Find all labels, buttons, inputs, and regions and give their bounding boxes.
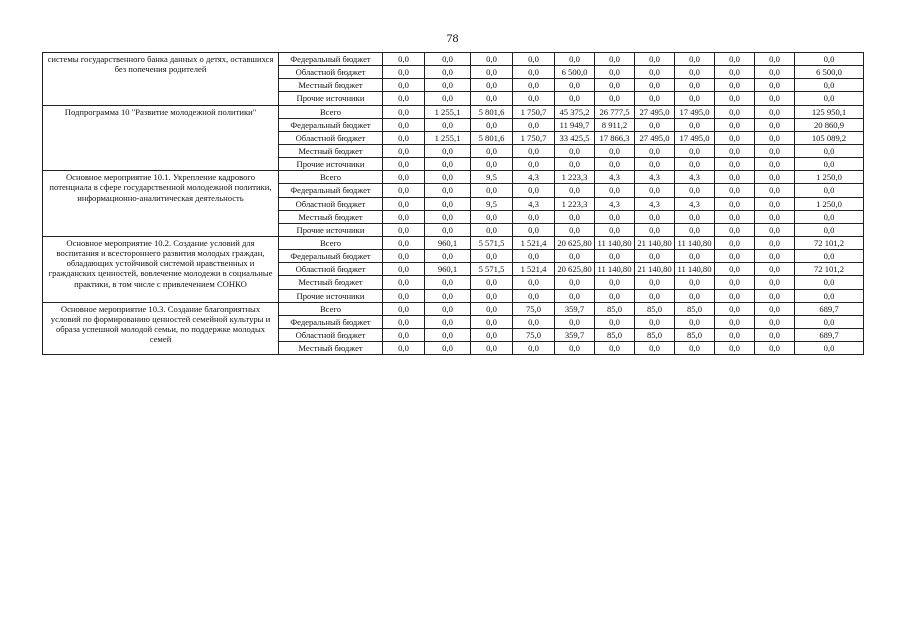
amount-cell: 0,0 bbox=[755, 171, 795, 184]
amount-cell: 0,0 bbox=[715, 92, 755, 105]
amount-cell: 0,0 bbox=[755, 289, 795, 302]
amount-cell: 0,0 bbox=[795, 289, 864, 302]
amount-cell: 0,0 bbox=[513, 53, 555, 66]
amount-cell: 0,0 bbox=[555, 276, 595, 289]
amount-cell: 0,0 bbox=[715, 342, 755, 355]
amount-cell: 1 750,7 bbox=[513, 105, 555, 118]
amount-cell: 4,3 bbox=[595, 197, 635, 210]
amount-cell: 0,0 bbox=[383, 197, 425, 210]
amount-cell: 0,0 bbox=[715, 328, 755, 341]
amount-cell: 0,0 bbox=[715, 276, 755, 289]
amount-cell: 0,0 bbox=[715, 66, 755, 79]
amount-cell: 0,0 bbox=[715, 171, 755, 184]
amount-cell: 72 101,2 bbox=[795, 236, 864, 249]
amount-cell: 0,0 bbox=[675, 158, 715, 171]
amount-cell: 0,0 bbox=[635, 210, 675, 223]
amount-cell: 0,0 bbox=[635, 223, 675, 236]
amount-cell: 1 223,3 bbox=[555, 197, 595, 210]
amount-cell: 0,0 bbox=[425, 184, 471, 197]
funding-source-cell: Федеральный бюджет bbox=[279, 53, 383, 66]
amount-cell: 0,0 bbox=[471, 158, 513, 171]
amount-cell: 0,0 bbox=[795, 144, 864, 157]
amount-cell: 0,0 bbox=[675, 53, 715, 66]
amount-cell: 0,0 bbox=[755, 92, 795, 105]
amount-cell: 0,0 bbox=[715, 223, 755, 236]
amount-cell: 0,0 bbox=[383, 53, 425, 66]
amount-cell: 0,0 bbox=[471, 250, 513, 263]
amount-cell: 0,0 bbox=[425, 92, 471, 105]
amount-cell: 0,0 bbox=[595, 53, 635, 66]
table-row bbox=[43, 53, 864, 66]
funding-source-cell: Местный бюджет bbox=[279, 79, 383, 92]
funding-source-cell: Областной бюджет bbox=[279, 131, 383, 144]
amount-cell: 0,0 bbox=[755, 263, 795, 276]
amount-cell: 0,0 bbox=[425, 118, 471, 131]
amount-cell: 1 521,4 bbox=[513, 236, 555, 249]
amount-cell: 45 375,2 bbox=[555, 105, 595, 118]
amount-cell: 0,0 bbox=[425, 210, 471, 223]
amount-cell: 0,0 bbox=[425, 144, 471, 157]
amount-cell: 0,0 bbox=[635, 79, 675, 92]
amount-cell: 1 255,1 bbox=[425, 131, 471, 144]
amount-cell: 0,0 bbox=[513, 276, 555, 289]
amount-cell: 0,0 bbox=[383, 171, 425, 184]
funding-source-cell: Областной бюджет bbox=[279, 328, 383, 341]
funding-source-cell: Федеральный бюджет bbox=[279, 118, 383, 131]
amount-cell: 0,0 bbox=[555, 210, 595, 223]
amount-cell: 125 950,1 bbox=[795, 105, 864, 118]
amount-cell: 0,0 bbox=[595, 276, 635, 289]
amount-cell: 5 571,5 bbox=[471, 236, 513, 249]
amount-cell: 0,0 bbox=[635, 118, 675, 131]
amount-cell: 85,0 bbox=[635, 302, 675, 315]
table-row bbox=[43, 105, 864, 118]
amount-cell: 0,0 bbox=[795, 210, 864, 223]
amount-cell: 0,0 bbox=[555, 184, 595, 197]
amount-cell: 0,0 bbox=[513, 315, 555, 328]
amount-cell: 0,0 bbox=[513, 250, 555, 263]
amount-cell: 0,0 bbox=[715, 250, 755, 263]
amount-cell: 72 101,2 bbox=[795, 263, 864, 276]
amount-cell: 20 625,80 bbox=[555, 236, 595, 249]
funding-source-cell: Федеральный бюджет bbox=[279, 250, 383, 263]
amount-cell: 0,0 bbox=[555, 223, 595, 236]
amount-cell: 0,0 bbox=[755, 131, 795, 144]
amount-cell: 11 949,7 bbox=[555, 118, 595, 131]
amount-cell: 0,0 bbox=[675, 210, 715, 223]
amount-cell: 0,0 bbox=[795, 92, 864, 105]
amount-cell: 85,0 bbox=[675, 328, 715, 341]
amount-cell: 0,0 bbox=[595, 92, 635, 105]
amount-cell: 0,0 bbox=[383, 210, 425, 223]
amount-cell: 0,0 bbox=[425, 342, 471, 355]
amount-cell: 0,0 bbox=[513, 92, 555, 105]
amount-cell: 0,0 bbox=[555, 342, 595, 355]
amount-cell: 105 089,2 bbox=[795, 131, 864, 144]
amount-cell: 0,0 bbox=[595, 144, 635, 157]
amount-cell: 0,0 bbox=[383, 158, 425, 171]
amount-cell: 0,0 bbox=[555, 144, 595, 157]
amount-cell: 0,0 bbox=[555, 289, 595, 302]
amount-cell: 0,0 bbox=[383, 263, 425, 276]
amount-cell: 0,0 bbox=[383, 66, 425, 79]
amount-cell: 21 140,80 bbox=[635, 263, 675, 276]
amount-cell: 0,0 bbox=[425, 250, 471, 263]
amount-cell: 0,0 bbox=[513, 289, 555, 302]
amount-cell: 0,0 bbox=[383, 276, 425, 289]
amount-cell: 0,0 bbox=[383, 223, 425, 236]
amount-cell: 0,0 bbox=[383, 118, 425, 131]
amount-cell: 0,0 bbox=[795, 223, 864, 236]
amount-cell: 0,0 bbox=[425, 276, 471, 289]
amount-cell: 4,3 bbox=[635, 171, 675, 184]
amount-cell: 0,0 bbox=[383, 131, 425, 144]
amount-cell: 0,0 bbox=[715, 53, 755, 66]
amount-cell: 0,0 bbox=[755, 328, 795, 341]
amount-cell: 9,5 bbox=[471, 171, 513, 184]
amount-cell: 4,3 bbox=[675, 171, 715, 184]
program-name-cell: Основное мероприятие 10.3. Создание благоприятных условий по формированию ценностей семейной культуры и образа успешной молодой семьи, по поддержке молодых семей bbox=[43, 302, 279, 355]
funding-source-cell: Федеральный бюджет bbox=[279, 184, 383, 197]
amount-cell: 0,0 bbox=[715, 263, 755, 276]
amount-cell: 0,0 bbox=[675, 118, 715, 131]
amount-cell: 0,0 bbox=[555, 315, 595, 328]
amount-cell: 0,0 bbox=[675, 92, 715, 105]
funding-source-cell: Областной бюджет bbox=[279, 263, 383, 276]
amount-cell: 0,0 bbox=[675, 276, 715, 289]
amount-cell: 11 140,80 bbox=[675, 263, 715, 276]
amount-cell: 0,0 bbox=[383, 79, 425, 92]
amount-cell: 0,0 bbox=[795, 53, 864, 66]
amount-cell: 0,0 bbox=[715, 105, 755, 118]
amount-cell: 0,0 bbox=[471, 79, 513, 92]
amount-cell: 0,0 bbox=[715, 131, 755, 144]
amount-cell: 6 500,0 bbox=[795, 66, 864, 79]
amount-cell: 0,0 bbox=[675, 184, 715, 197]
amount-cell: 0,0 bbox=[595, 66, 635, 79]
amount-cell: 0,0 bbox=[715, 197, 755, 210]
amount-cell: 0,0 bbox=[595, 315, 635, 328]
budget-table bbox=[42, 52, 864, 355]
amount-cell: 1 750,7 bbox=[513, 131, 555, 144]
amount-cell: 0,0 bbox=[795, 158, 864, 171]
amount-cell: 0,0 bbox=[675, 144, 715, 157]
amount-cell: 0,0 bbox=[471, 184, 513, 197]
amount-cell: 17 495,0 bbox=[675, 131, 715, 144]
amount-cell: 4,3 bbox=[675, 197, 715, 210]
amount-cell: 0,0 bbox=[595, 223, 635, 236]
amount-cell: 0,0 bbox=[425, 66, 471, 79]
amount-cell: 960,1 bbox=[425, 236, 471, 249]
amount-cell: 0,0 bbox=[795, 79, 864, 92]
amount-cell: 26 777,5 bbox=[595, 105, 635, 118]
amount-cell: 0,0 bbox=[555, 158, 595, 171]
table-row bbox=[43, 302, 864, 315]
program-name-cell: Подпрограмма 10 "Развитие молодежной политики" bbox=[43, 105, 279, 171]
funding-source-cell: Прочие источники bbox=[279, 158, 383, 171]
amount-cell: 0,0 bbox=[795, 250, 864, 263]
amount-cell: 0,0 bbox=[755, 144, 795, 157]
amount-cell: 0,0 bbox=[471, 66, 513, 79]
amount-cell: 0,0 bbox=[383, 342, 425, 355]
amount-cell: 0,0 bbox=[555, 53, 595, 66]
amount-cell: 0,0 bbox=[513, 144, 555, 157]
amount-cell: 0,0 bbox=[425, 315, 471, 328]
amount-cell: 0,0 bbox=[471, 328, 513, 341]
amount-cell: 0,0 bbox=[635, 158, 675, 171]
amount-cell: 85,0 bbox=[595, 302, 635, 315]
amount-cell: 0,0 bbox=[471, 289, 513, 302]
amount-cell: 5 801,6 bbox=[471, 131, 513, 144]
amount-cell: 0,0 bbox=[471, 92, 513, 105]
amount-cell: 17 495,0 bbox=[675, 105, 715, 118]
funding-source-cell: Прочие источники bbox=[279, 223, 383, 236]
amount-cell: 0,0 bbox=[471, 276, 513, 289]
amount-cell: 689,7 bbox=[795, 328, 864, 341]
amount-cell: 960,1 bbox=[425, 263, 471, 276]
amount-cell: 0,0 bbox=[425, 197, 471, 210]
amount-cell: 0,0 bbox=[513, 118, 555, 131]
amount-cell: 0,0 bbox=[383, 289, 425, 302]
amount-cell: 4,3 bbox=[513, 197, 555, 210]
amount-cell: 0,0 bbox=[425, 171, 471, 184]
amount-cell: 0,0 bbox=[635, 53, 675, 66]
amount-cell: 6 500,0 bbox=[555, 66, 595, 79]
amount-cell: 0,0 bbox=[595, 158, 635, 171]
funding-source-cell: Всего bbox=[279, 302, 383, 315]
amount-cell: 0,0 bbox=[513, 223, 555, 236]
amount-cell: 20 625,80 bbox=[555, 263, 595, 276]
amount-cell: 0,0 bbox=[755, 210, 795, 223]
amount-cell: 0,0 bbox=[471, 210, 513, 223]
amount-cell: 0,0 bbox=[555, 79, 595, 92]
amount-cell: 0,0 bbox=[595, 342, 635, 355]
amount-cell: 0,0 bbox=[383, 105, 425, 118]
amount-cell: 0,0 bbox=[383, 250, 425, 263]
amount-cell: 0,0 bbox=[383, 184, 425, 197]
amount-cell: 0,0 bbox=[513, 210, 555, 223]
amount-cell: 0,0 bbox=[383, 315, 425, 328]
amount-cell: 1 521,4 bbox=[513, 263, 555, 276]
amount-cell: 0,0 bbox=[755, 158, 795, 171]
amount-cell: 0,0 bbox=[715, 315, 755, 328]
amount-cell: 0,0 bbox=[675, 289, 715, 302]
amount-cell: 0,0 bbox=[635, 315, 675, 328]
amount-cell: 0,0 bbox=[425, 328, 471, 341]
funding-source-cell: Местный бюджет bbox=[279, 144, 383, 157]
amount-cell: 0,0 bbox=[635, 144, 675, 157]
funding-source-cell: Местный бюджет bbox=[279, 342, 383, 355]
amount-cell: 21 140,80 bbox=[635, 236, 675, 249]
amount-cell: 9,5 bbox=[471, 197, 513, 210]
amount-cell: 0,0 bbox=[425, 158, 471, 171]
amount-cell: 0,0 bbox=[755, 197, 795, 210]
amount-cell: 0,0 bbox=[795, 315, 864, 328]
amount-cell: 0,0 bbox=[755, 105, 795, 118]
amount-cell: 20 860,9 bbox=[795, 118, 864, 131]
amount-cell: 0,0 bbox=[471, 302, 513, 315]
amount-cell: 0,0 bbox=[635, 276, 675, 289]
amount-cell: 11 140,80 bbox=[595, 263, 635, 276]
amount-cell: 0,0 bbox=[595, 184, 635, 197]
amount-cell: 0,0 bbox=[715, 158, 755, 171]
amount-cell: 0,0 bbox=[755, 223, 795, 236]
amount-cell: 17 866,3 bbox=[595, 131, 635, 144]
amount-cell: 0,0 bbox=[471, 315, 513, 328]
amount-cell: 0,0 bbox=[383, 144, 425, 157]
amount-cell: 0,0 bbox=[755, 276, 795, 289]
funding-source-cell: Областной бюджет bbox=[279, 197, 383, 210]
amount-cell: 0,0 bbox=[755, 118, 795, 131]
table-row bbox=[43, 236, 864, 249]
amount-cell: 33 425,5 bbox=[555, 131, 595, 144]
amount-cell: 359,7 bbox=[555, 302, 595, 315]
amount-cell: 0,0 bbox=[555, 250, 595, 263]
amount-cell: 27 495,0 bbox=[635, 105, 675, 118]
amount-cell: 0,0 bbox=[795, 342, 864, 355]
amount-cell: 85,0 bbox=[595, 328, 635, 341]
funding-source-cell: Местный бюджет bbox=[279, 210, 383, 223]
amount-cell: 0,0 bbox=[675, 66, 715, 79]
amount-cell: 0,0 bbox=[755, 53, 795, 66]
amount-cell: 0,0 bbox=[755, 184, 795, 197]
amount-cell: 0,0 bbox=[425, 79, 471, 92]
amount-cell: 0,0 bbox=[675, 315, 715, 328]
amount-cell: 4,3 bbox=[635, 197, 675, 210]
amount-cell: 0,0 bbox=[471, 342, 513, 355]
amount-cell: 0,0 bbox=[755, 66, 795, 79]
amount-cell: 4,3 bbox=[513, 171, 555, 184]
amount-cell: 0,0 bbox=[595, 250, 635, 263]
amount-cell: 0,0 bbox=[383, 236, 425, 249]
amount-cell: 0,0 bbox=[635, 92, 675, 105]
program-name-cell: Основное мероприятие 10.1. Укрепление кадрового потенциала в сфере государственной молодежной политики, информационно-аналитическая деятельность bbox=[43, 171, 279, 237]
amount-cell: 75,0 bbox=[513, 302, 555, 315]
funding-source-cell: Всего bbox=[279, 105, 383, 118]
funding-source-cell: Прочие источники bbox=[279, 92, 383, 105]
amount-cell: 0,0 bbox=[425, 53, 471, 66]
amount-cell: 0,0 bbox=[555, 92, 595, 105]
amount-cell: 0,0 bbox=[513, 158, 555, 171]
amount-cell: 0,0 bbox=[755, 302, 795, 315]
page-number: 78 bbox=[446, 31, 459, 45]
amount-cell: 0,0 bbox=[715, 210, 755, 223]
amount-cell: 5 801,6 bbox=[471, 105, 513, 118]
amount-cell: 0,0 bbox=[513, 184, 555, 197]
amount-cell: 0,0 bbox=[383, 92, 425, 105]
funding-source-cell: Всего bbox=[279, 171, 383, 184]
amount-cell: 0,0 bbox=[715, 79, 755, 92]
amount-cell: 0,0 bbox=[755, 342, 795, 355]
amount-cell: 0,0 bbox=[715, 302, 755, 315]
program-name-cell: системы государственного банка данных о детях, оставшихся без попечения родителей bbox=[43, 53, 279, 106]
amount-cell: 0,0 bbox=[635, 289, 675, 302]
amount-cell: 0,0 bbox=[755, 236, 795, 249]
amount-cell: 0,0 bbox=[715, 236, 755, 249]
amount-cell: 4,3 bbox=[595, 171, 635, 184]
amount-cell: 0,0 bbox=[755, 79, 795, 92]
amount-cell: 0,0 bbox=[635, 342, 675, 355]
amount-cell: 0,0 bbox=[383, 328, 425, 341]
program-name-cell: Основное мероприятие 10.2. Создание условий для воспитания и всестороннего развития молодых граждан, обладающих устойчивой системой нравственных и гражданских ценностей, вовлечение молодежи в социальные практики, в том числе с привлечением СОНКО bbox=[43, 236, 279, 302]
amount-cell: 0,0 bbox=[513, 79, 555, 92]
funding-source-cell: Прочие источники bbox=[279, 289, 383, 302]
funding-source-cell: Местный бюджет bbox=[279, 276, 383, 289]
amount-cell: 0,0 bbox=[795, 184, 864, 197]
amount-cell: 0,0 bbox=[383, 302, 425, 315]
amount-cell: 0,0 bbox=[513, 66, 555, 79]
amount-cell: 0,0 bbox=[595, 289, 635, 302]
amount-cell: 0,0 bbox=[675, 223, 715, 236]
funding-source-cell: Всего bbox=[279, 236, 383, 249]
amount-cell: 359,7 bbox=[555, 328, 595, 341]
amount-cell: 0,0 bbox=[635, 250, 675, 263]
amount-cell: 0,0 bbox=[635, 184, 675, 197]
amount-cell: 0,0 bbox=[635, 66, 675, 79]
amount-cell: 75,0 bbox=[513, 328, 555, 341]
amount-cell: 27 495,0 bbox=[635, 131, 675, 144]
amount-cell: 0,0 bbox=[425, 302, 471, 315]
amount-cell: 5 571,5 bbox=[471, 263, 513, 276]
table-row bbox=[43, 171, 864, 184]
amount-cell: 0,0 bbox=[715, 184, 755, 197]
amount-cell: 0,0 bbox=[675, 250, 715, 263]
amount-cell: 1 250,0 bbox=[795, 197, 864, 210]
amount-cell: 0,0 bbox=[471, 118, 513, 131]
amount-cell: 1 250,0 bbox=[795, 171, 864, 184]
amount-cell: 689,7 bbox=[795, 302, 864, 315]
amount-cell: 0,0 bbox=[795, 276, 864, 289]
amount-cell: 0,0 bbox=[513, 342, 555, 355]
funding-source-cell: Областной бюджет bbox=[279, 66, 383, 79]
amount-cell: 0,0 bbox=[595, 210, 635, 223]
amount-cell: 0,0 bbox=[425, 223, 471, 236]
amount-cell: 11 140,80 bbox=[675, 236, 715, 249]
amount-cell: 0,0 bbox=[425, 289, 471, 302]
amount-cell: 0,0 bbox=[715, 144, 755, 157]
amount-cell: 0,0 bbox=[675, 79, 715, 92]
amount-cell: 8 911,2 bbox=[595, 118, 635, 131]
amount-cell: 11 140,80 bbox=[595, 236, 635, 249]
amount-cell: 85,0 bbox=[675, 302, 715, 315]
funding-source-cell: Федеральный бюджет bbox=[279, 315, 383, 328]
amount-cell: 0,0 bbox=[715, 118, 755, 131]
amount-cell: 0,0 bbox=[675, 342, 715, 355]
amount-cell: 1 255,1 bbox=[425, 105, 471, 118]
amount-cell: 1 223,3 bbox=[555, 171, 595, 184]
amount-cell: 0,0 bbox=[755, 315, 795, 328]
amount-cell: 0,0 bbox=[595, 79, 635, 92]
amount-cell: 85,0 bbox=[635, 328, 675, 341]
amount-cell: 0,0 bbox=[471, 223, 513, 236]
amount-cell: 0,0 bbox=[755, 250, 795, 263]
amount-cell: 0,0 bbox=[715, 289, 755, 302]
amount-cell: 0,0 bbox=[471, 144, 513, 157]
amount-cell: 0,0 bbox=[471, 53, 513, 66]
